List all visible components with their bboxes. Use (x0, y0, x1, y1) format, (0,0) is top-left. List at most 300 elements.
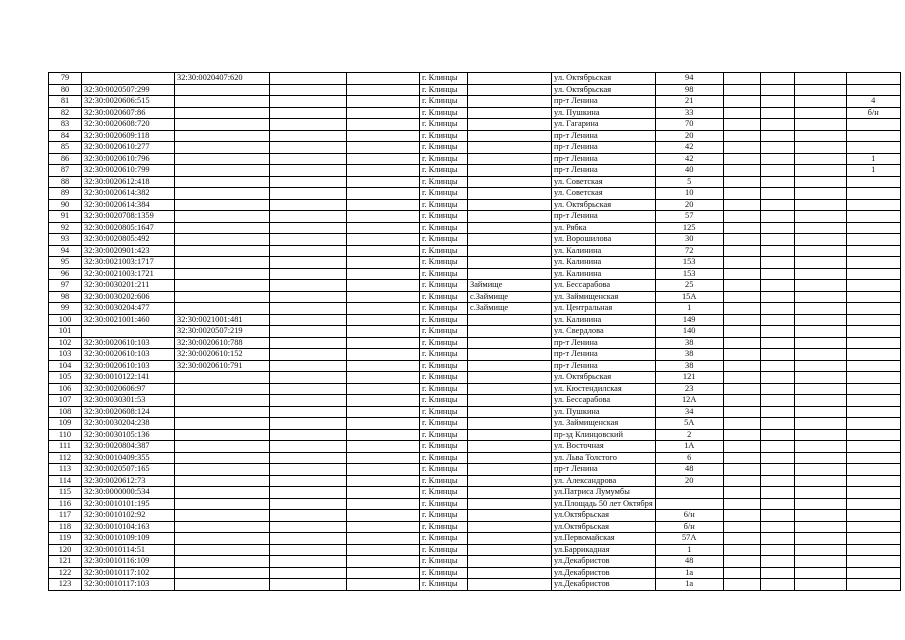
city-cell: г. Клинцы (420, 142, 468, 154)
empty-col-11-cell (760, 211, 794, 223)
house-number-cell: 38 (655, 349, 723, 361)
settlement-cell (468, 395, 552, 407)
empty-col-10-cell (723, 257, 760, 269)
empty-col-5-cell (347, 291, 420, 303)
row-number-cell: 112 (49, 452, 82, 464)
row-number-cell: 85 (49, 142, 82, 154)
settlement-cell (468, 452, 552, 464)
table-row (49, 337, 901, 349)
house-number-cell: 98 (655, 84, 723, 96)
row-number-cell: 87 (49, 165, 82, 177)
related-cadastral-number-cell (175, 579, 270, 591)
empty-col-5-cell (347, 441, 420, 453)
cadastral-number-cell: 32:30:0020612:418 (82, 176, 175, 188)
note-cell (846, 544, 900, 556)
note-cell (846, 360, 900, 372)
empty-col-11-cell (760, 395, 794, 407)
empty-col-4-cell (270, 349, 347, 361)
row-number-cell: 100 (49, 314, 82, 326)
empty-col-12-cell (794, 96, 846, 108)
table-row (49, 268, 901, 280)
empty-col-10-cell (723, 487, 760, 499)
empty-col-4-cell (270, 84, 347, 96)
empty-col-5-cell (347, 257, 420, 269)
table-row (49, 441, 901, 453)
empty-col-5-cell (347, 510, 420, 522)
related-cadastral-number-cell (175, 107, 270, 119)
row-number-cell: 96 (49, 268, 82, 280)
row-number-cell: 99 (49, 303, 82, 315)
city-cell: г. Клинцы (420, 383, 468, 395)
empty-col-12-cell (794, 199, 846, 211)
street-cell: ул.Баррикадная (552, 544, 656, 556)
table-row (49, 579, 901, 591)
house-number-cell: 72 (655, 245, 723, 257)
empty-col-12-cell (794, 291, 846, 303)
street-cell: ул. Бессарабова (552, 280, 656, 292)
related-cadastral-number-cell (175, 452, 270, 464)
city-cell: г. Клинцы (420, 360, 468, 372)
note-cell (846, 406, 900, 418)
street-cell: ул. Пушкина (552, 406, 656, 418)
empty-col-10-cell (723, 142, 760, 154)
empty-col-5-cell (347, 487, 420, 499)
house-number-cell: 21 (655, 96, 723, 108)
row-number-cell: 95 (49, 257, 82, 269)
related-cadastral-number-cell: 32:30:0020407:620 (175, 73, 270, 85)
street-cell: ул. Гагарина (552, 119, 656, 131)
empty-col-12-cell (794, 188, 846, 200)
cadastral-number-cell: 32:30:0020610:799 (82, 165, 175, 177)
empty-col-12-cell (794, 119, 846, 131)
row-number-cell: 111 (49, 441, 82, 453)
empty-col-11-cell (760, 165, 794, 177)
table-row (49, 429, 901, 441)
note-cell (846, 314, 900, 326)
row-number-cell: 81 (49, 96, 82, 108)
note-cell (846, 268, 900, 280)
city-cell: г. Клинцы (420, 314, 468, 326)
empty-col-5-cell (347, 372, 420, 384)
settlement-cell (468, 142, 552, 154)
related-cadastral-number-cell (175, 521, 270, 533)
empty-col-4-cell (270, 119, 347, 131)
settlement-cell (468, 234, 552, 246)
house-number-cell: б/н (655, 521, 723, 533)
empty-col-4-cell (270, 268, 347, 280)
street-cell: ул. Октябрьская (552, 84, 656, 96)
related-cadastral-number-cell (175, 84, 270, 96)
related-cadastral-number-cell (175, 303, 270, 315)
city-cell: г. Клинцы (420, 464, 468, 476)
table-row (49, 314, 901, 326)
related-cadastral-number-cell (175, 372, 270, 384)
empty-col-10-cell (723, 280, 760, 292)
related-cadastral-number-cell (175, 464, 270, 476)
cadastral-number-cell: 32:30:0010122:141 (82, 372, 175, 384)
settlement-cell (468, 245, 552, 257)
related-cadastral-number-cell (175, 142, 270, 154)
table-row (49, 418, 901, 430)
empty-col-10-cell (723, 153, 760, 165)
street-cell: ул.Октябрьская (552, 510, 656, 522)
settlement-cell (468, 464, 552, 476)
house-number-cell: 2 (655, 429, 723, 441)
empty-col-5-cell (347, 418, 420, 430)
row-number-cell: 107 (49, 395, 82, 407)
related-cadastral-number-cell (175, 268, 270, 280)
related-cadastral-number-cell (175, 429, 270, 441)
table-row (49, 153, 901, 165)
street-cell: ул.Декабристов (552, 579, 656, 591)
settlement-cell (468, 349, 552, 361)
house-number-cell: 6 (655, 452, 723, 464)
empty-col-12-cell (794, 303, 846, 315)
cadastral-number-cell (82, 73, 175, 85)
table-row (49, 303, 901, 315)
cadastral-number-cell: 32:30:0020708:1359 (82, 211, 175, 223)
settlement-cell (468, 337, 552, 349)
street-cell: ул. Калинина (552, 245, 656, 257)
house-number-cell: 125 (655, 222, 723, 234)
empty-col-5-cell (347, 142, 420, 154)
cadastral-number-cell: 32:30:0020610:103 (82, 360, 175, 372)
table-row (49, 142, 901, 154)
empty-col-10-cell (723, 234, 760, 246)
empty-col-12-cell (794, 84, 846, 96)
related-cadastral-number-cell (175, 199, 270, 211)
empty-col-11-cell (760, 176, 794, 188)
note-cell (846, 326, 900, 338)
row-number-cell: 84 (49, 130, 82, 142)
empty-col-10-cell (723, 73, 760, 85)
row-number-cell: 89 (49, 188, 82, 200)
empty-col-10-cell (723, 349, 760, 361)
house-number-cell: 153 (655, 268, 723, 280)
empty-col-5-cell (347, 153, 420, 165)
cadastral-number-cell: 32:30:0021003:1717 (82, 257, 175, 269)
street-cell: пр-т Ленина (552, 165, 656, 177)
empty-col-10-cell (723, 452, 760, 464)
street-cell: ул.Декабристов (552, 567, 656, 579)
row-number-cell: 92 (49, 222, 82, 234)
cadastral-number-cell: 32:30:0010104:163 (82, 521, 175, 533)
note-cell (846, 142, 900, 154)
empty-col-5-cell (347, 176, 420, 188)
row-number-cell: 104 (49, 360, 82, 372)
cadastral-number-cell: 32:30:0010116:109 (82, 556, 175, 568)
house-number-cell: 94 (655, 73, 723, 85)
related-cadastral-number-cell (175, 383, 270, 395)
note-cell (846, 429, 900, 441)
empty-col-10-cell (723, 521, 760, 533)
note-cell (846, 84, 900, 96)
related-cadastral-number-cell (175, 510, 270, 522)
table-row (49, 245, 901, 257)
empty-col-11-cell (760, 314, 794, 326)
empty-col-10-cell (723, 510, 760, 522)
empty-col-5-cell (347, 521, 420, 533)
house-number-cell: 1а (655, 567, 723, 579)
house-number-cell: 20 (655, 130, 723, 142)
empty-col-11-cell (760, 556, 794, 568)
empty-col-12-cell (794, 567, 846, 579)
cadastral-number-cell: 32:30:0020610:277 (82, 142, 175, 154)
table-row (49, 96, 901, 108)
city-cell: г. Клинцы (420, 533, 468, 545)
house-number-cell: 10 (655, 188, 723, 200)
table-row (49, 510, 901, 522)
empty-col-12-cell (794, 234, 846, 246)
empty-col-12-cell (794, 464, 846, 476)
table-row (49, 556, 901, 568)
house-number-cell: 30 (655, 234, 723, 246)
empty-col-11-cell (760, 349, 794, 361)
empty-col-4-cell (270, 510, 347, 522)
street-cell: ул. Кюстендилская (552, 383, 656, 395)
empty-col-5-cell (347, 326, 420, 338)
city-cell: г. Клинцы (420, 130, 468, 142)
cadastral-number-cell: 32:30:0030204:238 (82, 418, 175, 430)
empty-col-12-cell (794, 544, 846, 556)
note-cell (846, 119, 900, 131)
settlement-cell (468, 107, 552, 119)
empty-col-12-cell (794, 475, 846, 487)
empty-col-12-cell (794, 130, 846, 142)
table-row (49, 257, 901, 269)
city-cell: г. Клинцы (420, 475, 468, 487)
street-cell: ул. Советская (552, 188, 656, 200)
table-row (49, 567, 901, 579)
street-cell: пр-т Ленина (552, 360, 656, 372)
street-cell: ул. Бессарабова (552, 395, 656, 407)
cadastral-number-cell: 32:30:0020608:720 (82, 119, 175, 131)
empty-col-11-cell (760, 406, 794, 418)
empty-col-12-cell (794, 165, 846, 177)
street-cell: пр-т Ленина (552, 464, 656, 476)
cadastral-number-cell: 32:30:0020805:492 (82, 234, 175, 246)
city-cell: г. Клинцы (420, 303, 468, 315)
row-number-cell: 105 (49, 372, 82, 384)
note-cell (846, 567, 900, 579)
empty-col-12-cell (794, 498, 846, 510)
empty-col-4-cell (270, 245, 347, 257)
empty-col-12-cell (794, 222, 846, 234)
empty-col-4-cell (270, 303, 347, 315)
settlement-cell (468, 211, 552, 223)
empty-col-12-cell (794, 280, 846, 292)
settlement-cell (468, 383, 552, 395)
row-number-cell: 86 (49, 153, 82, 165)
cadastral-number-cell: 32:30:0010117:103 (82, 579, 175, 591)
cadastral-number-cell: 32:30:0020804:387 (82, 441, 175, 453)
empty-col-12-cell (794, 441, 846, 453)
cadastral-number-cell: 32:30:0030301:53 (82, 395, 175, 407)
house-number-cell: 140 (655, 326, 723, 338)
city-cell: г. Клинцы (420, 337, 468, 349)
empty-col-12-cell (794, 153, 846, 165)
empty-col-5-cell (347, 544, 420, 556)
empty-col-4-cell (270, 372, 347, 384)
note-cell (846, 395, 900, 407)
related-cadastral-number-cell (175, 291, 270, 303)
city-cell: г. Клинцы (420, 165, 468, 177)
row-number-cell: 83 (49, 119, 82, 131)
empty-col-5-cell (347, 130, 420, 142)
empty-col-10-cell (723, 165, 760, 177)
city-cell: г. Клинцы (420, 567, 468, 579)
empty-col-5-cell (347, 498, 420, 510)
house-number-cell: 38 (655, 360, 723, 372)
empty-col-11-cell (760, 521, 794, 533)
table-row (49, 475, 901, 487)
empty-col-4-cell (270, 521, 347, 533)
row-number-cell: 93 (49, 234, 82, 246)
settlement-cell (468, 372, 552, 384)
cadastral-number-cell: 32:30:0020610:103 (82, 337, 175, 349)
city-cell: г. Клинцы (420, 119, 468, 131)
empty-col-11-cell (760, 567, 794, 579)
empty-col-10-cell (723, 406, 760, 418)
house-number-cell: 70 (655, 119, 723, 131)
table-body (49, 73, 901, 591)
table-row (49, 199, 901, 211)
city-cell: г. Клинцы (420, 395, 468, 407)
table-row (49, 130, 901, 142)
note-cell (846, 372, 900, 384)
street-cell: пр-зд Клинцовский (552, 429, 656, 441)
cadastral-number-cell: 32:30:0020606:97 (82, 383, 175, 395)
related-cadastral-number-cell (175, 544, 270, 556)
empty-col-10-cell (723, 96, 760, 108)
empty-col-4-cell (270, 464, 347, 476)
settlement-cell (468, 441, 552, 453)
empty-col-5-cell (347, 222, 420, 234)
related-cadastral-number-cell (175, 475, 270, 487)
street-cell: ул.Патриса Лумумбы (552, 487, 656, 499)
empty-col-12-cell (794, 510, 846, 522)
city-cell: г. Клинцы (420, 96, 468, 108)
row-number-cell: 110 (49, 429, 82, 441)
empty-col-11-cell (760, 337, 794, 349)
street-cell: ул.Первомайская (552, 533, 656, 545)
related-cadastral-number-cell (175, 567, 270, 579)
empty-col-11-cell (760, 280, 794, 292)
empty-col-10-cell (723, 395, 760, 407)
house-number-cell: 15А (655, 291, 723, 303)
note-cell (846, 130, 900, 142)
house-number-cell: 5А (655, 418, 723, 430)
table-row (49, 487, 901, 499)
street-cell: пр-т Ленина (552, 153, 656, 165)
related-cadastral-number-cell (175, 165, 270, 177)
street-cell: ул. Свердлова (552, 326, 656, 338)
city-cell: г. Клинцы (420, 521, 468, 533)
cadastral-number-cell: 32:30:0020901:423 (82, 245, 175, 257)
empty-col-4-cell (270, 96, 347, 108)
related-cadastral-number-cell (175, 556, 270, 568)
table-row (49, 360, 901, 372)
note-cell (846, 349, 900, 361)
related-cadastral-number-cell (175, 211, 270, 223)
settlement-cell (468, 475, 552, 487)
city-cell: г. Клинцы (420, 268, 468, 280)
related-cadastral-number-cell (175, 188, 270, 200)
related-cadastral-number-cell: 32:30:0020507:219 (175, 326, 270, 338)
empty-col-4-cell (270, 176, 347, 188)
city-cell: г. Клинцы (420, 510, 468, 522)
house-number-cell: 48 (655, 464, 723, 476)
cadastral-number-cell: 32:30:0020612:73 (82, 475, 175, 487)
related-cadastral-number-cell (175, 234, 270, 246)
row-number-cell: 114 (49, 475, 82, 487)
empty-col-10-cell (723, 441, 760, 453)
empty-col-4-cell (270, 418, 347, 430)
note-cell: 1 (846, 153, 900, 165)
settlement-cell (468, 360, 552, 372)
table-row (49, 326, 901, 338)
empty-col-11-cell (760, 452, 794, 464)
settlement-cell (468, 487, 552, 499)
empty-col-12-cell (794, 257, 846, 269)
settlement-cell (468, 579, 552, 591)
city-cell: г. Клинцы (420, 153, 468, 165)
empty-col-11-cell (760, 487, 794, 499)
empty-col-10-cell (723, 372, 760, 384)
note-cell (846, 245, 900, 257)
empty-col-10-cell (723, 567, 760, 579)
row-number-cell: 109 (49, 418, 82, 430)
related-cadastral-number-cell (175, 257, 270, 269)
settlement-cell (468, 222, 552, 234)
related-cadastral-number-cell (175, 153, 270, 165)
city-cell: г. Клинцы (420, 372, 468, 384)
house-number-cell: 6/н (655, 510, 723, 522)
row-number-cell: 116 (49, 498, 82, 510)
related-cadastral-number-cell (175, 487, 270, 499)
related-cadastral-number-cell: 32:30:0020610:791 (175, 360, 270, 372)
street-cell: ул. Займищенская (552, 291, 656, 303)
row-number-cell: 98 (49, 291, 82, 303)
empty-col-10-cell (723, 533, 760, 545)
empty-col-4-cell (270, 326, 347, 338)
settlement-cell (468, 176, 552, 188)
settlement-cell (468, 153, 552, 165)
empty-col-10-cell (723, 176, 760, 188)
house-number-cell: 1 (655, 544, 723, 556)
empty-col-4-cell (270, 337, 347, 349)
street-cell: ул. Октябрьская (552, 73, 656, 85)
table-row (49, 452, 901, 464)
table-row (49, 234, 901, 246)
house-number-cell: 5 (655, 176, 723, 188)
empty-col-11-cell (760, 579, 794, 591)
city-cell: г. Клинцы (420, 418, 468, 430)
row-number-cell: 88 (49, 176, 82, 188)
house-number-cell (655, 498, 723, 510)
cadastral-number-cell: 32:30:0020607:86 (82, 107, 175, 119)
empty-col-4-cell (270, 257, 347, 269)
cadastral-number-cell: 32:30:0010101:195 (82, 498, 175, 510)
table-row (49, 222, 901, 234)
row-number-cell: 82 (49, 107, 82, 119)
street-cell: пр-т Ленина (552, 211, 656, 223)
related-cadastral-number-cell (175, 406, 270, 418)
related-cadastral-number-cell: 32:30:0021001:481 (175, 314, 270, 326)
city-cell: г. Клинцы (420, 349, 468, 361)
city-cell: г. Клинцы (420, 291, 468, 303)
cadastral-number-cell: 32:30:0020609:118 (82, 130, 175, 142)
